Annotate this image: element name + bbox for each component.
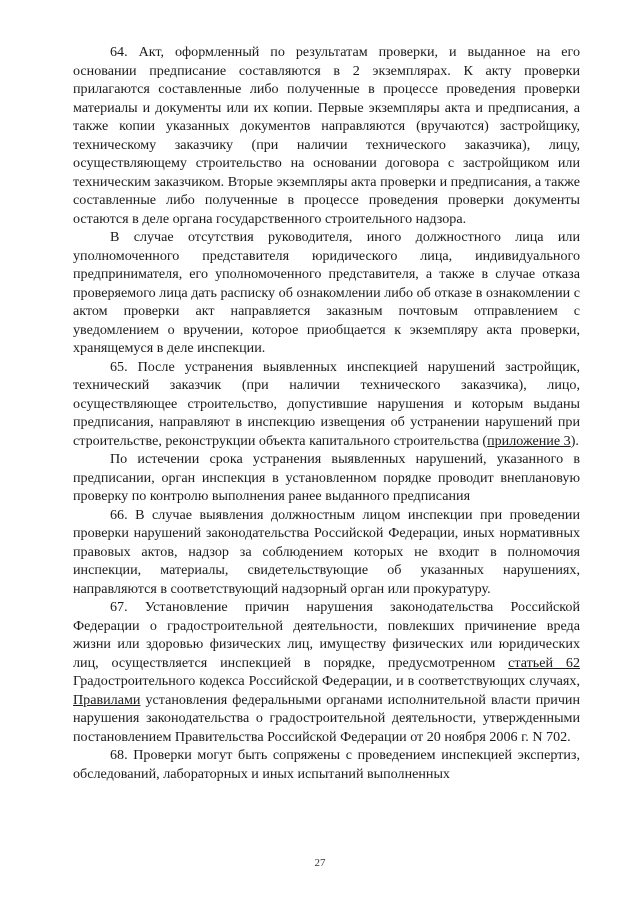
paragraph-text: По истечении срока устранения выявленных нарушений, указанного в предписании, орган инспекция в установленном порядке проводит внеплановую проверку по контролю выполнения ранее выданного предписания bbox=[73, 451, 580, 504]
rules-link[interactable]: Правилами bbox=[73, 691, 141, 708]
paragraph-68 bbox=[73, 746, 580, 783]
paragraph-text: ). bbox=[570, 432, 579, 449]
document-body bbox=[73, 43, 580, 783]
page-number: 27 bbox=[314, 857, 326, 869]
paragraph-67 bbox=[73, 598, 580, 746]
paragraph-64-continued bbox=[73, 228, 580, 358]
paragraph-text: 67. Установление причин нарушения законодательства Российской Федерации о градостроительной деятельности, повлекших причинение вреда жизни или здоровью физических лиц, имуществу физических или юридических лиц, осуществляется инспекцией в порядке, предусмотренном bbox=[73, 599, 580, 671]
paragraph-66 bbox=[73, 506, 580, 599]
article-62-link[interactable]: статьей 62 bbox=[508, 654, 580, 671]
paragraph-64 bbox=[73, 43, 580, 228]
paragraph-text: 65. После устранения выявленных инспекцией нарушений застройщик, технический заказчик (при наличии технического заказчика), лицо, осуществляющее строительство, допустившие нарушения и которым выданы предписания, направляют в инспекцию извещения об устранении нарушений при строительстве, реконструкции объекта капитального строительства ( bbox=[73, 358, 580, 449]
paragraph-text: 64. Акт, оформленный по результатам проверки, и выданное на его основании предписание составляются в 2 экземплярах. К акту проверки прилагаются составленные либо полученные в процессе проведения проверки материалы и документы или их копии. Первые экземпляры акта и предписания, а также копии указанных документов направляются (вручаются) застройщику, техническому заказчику (при наличии технического заказчика), лицу, осуществляющему строительство на основании договора с застройщиком или техническим заказчиком. Вторые экземпляры акта проверки и предписания, а также составленные либо полученные в процессе проведения проверки документы остаются в деле органа государственного строительного надзора. bbox=[73, 44, 580, 227]
appendix-3-link[interactable]: приложение 3 bbox=[487, 432, 571, 449]
paragraph-65-continued bbox=[73, 450, 580, 506]
paragraph-65 bbox=[73, 358, 580, 451]
paragraph-text: В случае отсутствия руководителя, иного должностного лица или уполномоченного представителя юридического лица, индивидуального предпринимателя, его уполномоченного представителя, а также в случае отказа проверяемого лица дать расписку об ознакомлении либо об отказе в ознакомлении с актом проверки акт направляется заказным почтовым отправлением с уведомлением о вручении, которое приобщается к экземпляру акта проверки, хранящемуся в деле инспекции. bbox=[73, 229, 580, 356]
paragraph-text: установления федеральными органами исполнительной власти причин нарушения законодательства о градостроительной деятельности, утвержденными постановлением Правительства Российской Федерации от 20 ноября 2006 г. N 702. bbox=[73, 691, 580, 745]
paragraph-text: 66. В случае выявления должностным лицом инспекции при проведении проверки нарушений законодательства Российской Федерации, иных нормативных правовых актов, надзор за соблюдением которых не входит в полномочия инспекции, материалы, свидетельствующие об указанных нарушениях, направляются в соответствующий надзорный орган или прокуратуру. bbox=[73, 506, 580, 597]
paragraph-text: 68. Проверки могут быть сопряжены с проведением инспекцией экспертиз, обследований, лабораторных и иных испытаний выполненных bbox=[73, 747, 580, 782]
paragraph-text: Градостроительного кодекса Российской Федерации, и в соответствующих случаях, bbox=[73, 673, 580, 689]
